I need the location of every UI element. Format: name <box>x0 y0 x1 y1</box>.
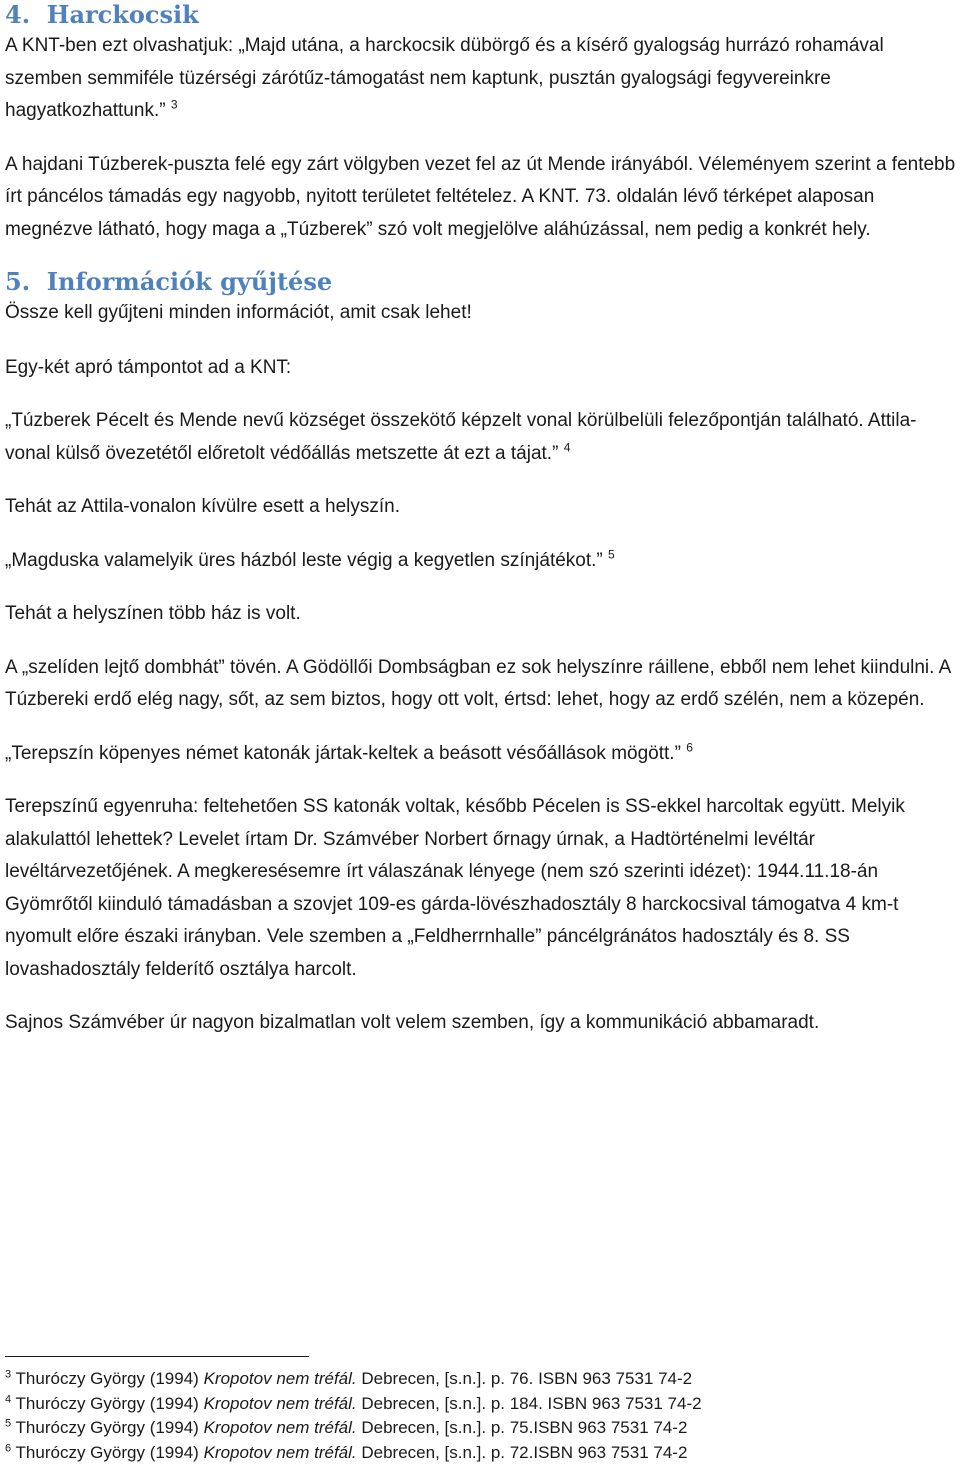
book-title: Kropotov nem tréfál. <box>203 1393 357 1413</box>
quote-terepszin: „Terepszín köpenyes német katonák jártak-keltek a beásott vésőállások mögött.” $^6$ <box>5 740 693 764</box>
footnotes <box>5 1356 960 1465</box>
paragraph-several-houses: Tehát a helyszínen több ház is volt. <box>5 603 301 624</box>
footnote-4: $^4$ Thuróczy György (1994) Kropotov nem tréfál. Debrecen, [s.n.]. p. 184. ISBN 963 7531 74-2 <box>5 1392 702 1413</box>
paragraph-dombhat: A „szelíden lejtő dombhát” tövén. A Gödöllői Dombságban ez sok helyszínre ráillene, ebből nem lehet kiindulni. A Túzbereki erdő elég nagy, sőt, az sem biztos, hogy ott volt, értsd: lehet, hogy az erdő szélén, nem a közepén. <box>5 656 951 710</box>
paragraph-clues-intro: Egy-két apró támpontot ad a KNT: <box>5 356 292 378</box>
footnote-separator <box>5 1356 309 1357</box>
footnote-ref-5[interactable]: 5 <box>608 547 615 562</box>
footnote-3: $^3$ Thuróczy György (1994) Kropotov nem tréfál. Debrecen, [s.n.]. p. 76. ISBN 963 7531 74-2 <box>5 1368 693 1388</box>
paragraph-outside-attila-line: Tehát az Attila-vonalon kívülre esett a helyszín. <box>5 496 400 517</box>
book-title: Kropotov nem tréfál. <box>203 1418 357 1437</box>
book-title: Kropotov nem tréfál. <box>203 1442 357 1462</box>
section-number: 4. <box>5 0 31 29</box>
footnote-ref-6[interactable]: 6 <box>686 740 693 755</box>
footnote-ref-3[interactable]: 3 <box>170 97 178 112</box>
footnote-6: $^6$ Thuróczy György (1994) Kropotov nem tréfál. Debrecen, [s.n.]. p. 72.ISBN 963 7531 74-2 <box>5 1441 688 1462</box>
paragraph-ss-units: Terepszínű egyenruha: feltehetően SS katonák voltak, később Pécelen is SS-ekkel harcoltak együtt. Melyik alakulattól lehettek? Levelet írtam Dr. Számvéber Norbert őrnagy úrnak, a Hadtörténelmi levéltár levéltárvezetőjének. A megkeresésemre írt válaszának lényege (nem szó szerinti idézet): 1944.11.18-án Gyömrőtől kiinduló támadásban a szovjet 109-es gárda-lövészhadosztály 8 harckocsival támogatva 4 km-t nyomult előre északi irányban. Vele szemben a „Feldherrnhalle” páncélgránátos hadosztály és 8. SS lovashadosztály felderítő osztálya harcolt. <box>5 796 905 980</box>
quote-magduska: „Magduska valamelyik üres házból leste végig a kegyetlen színjátékot.” $^5$ <box>5 547 615 571</box>
book-title: Kropotov nem tréfál. <box>203 1369 357 1388</box>
document-body <box>5 0 960 1040</box>
section-title: Információk gyűjtése <box>46 267 333 296</box>
section-heading-harckocsik <box>5 0 960 30</box>
footnote-5: $^5$ Thuróczy György (1994) Kropotov nem tréfál. Debrecen, [s.n.]. p. 75.ISBN 963 7531 74-2 <box>5 1417 688 1437</box>
section-number: 5. <box>5 267 31 296</box>
section-title: Harckocsik <box>46 0 199 29</box>
paragraph-collect-info: Össze kell gyűjteni minden információt, amit csak lehet! <box>5 302 472 323</box>
quote-tuzberek-location: „Túzberek Pécelt és Mende nevű községet összekötő képzelt vonal körülbelüli felezőpontján található. Attila-vonal külső övezetétől előretolt védőállás metszette át ezt a tájat.” $^4$ <box>5 410 917 464</box>
section-heading-informaciok <box>5 267 960 297</box>
paragraph-tuzberek-puszta: A hajdani Túzberek-puszta felé egy zárt völgyben vezet fel az út Mende irányából. Véleményem szerint a fentebb írt páncélos támadás egy nagyobb, nyitott területet feltételez. A KNT. 73. oldalán lévő térképet alaposan megnézve látható, hogy maga a „Túzberek” szó volt megjelölve aláhúzással, nem pedig a konkrét hely. <box>5 153 956 240</box>
footnote-ref-4[interactable]: 4 <box>563 440 571 455</box>
paragraph-knt-quote: A KNT-ben ezt olvashatjuk: „Majd utána, a harckocsik dübörgő és a kísérő gyalogság hurrázó rohamával szemben semmiféle tüzérségi zárótűz-támogatást nem kaptunk, pusztán gyalogsági fegyvereinkre hagyatkozhattunk.” $^3$ <box>5 35 884 121</box>
paragraph-communication-ended: Sajnos Számvéber úr nagyon bizalmatlan volt velem szemben, így a kommunikáció abbamaradt. <box>5 1012 820 1033</box>
